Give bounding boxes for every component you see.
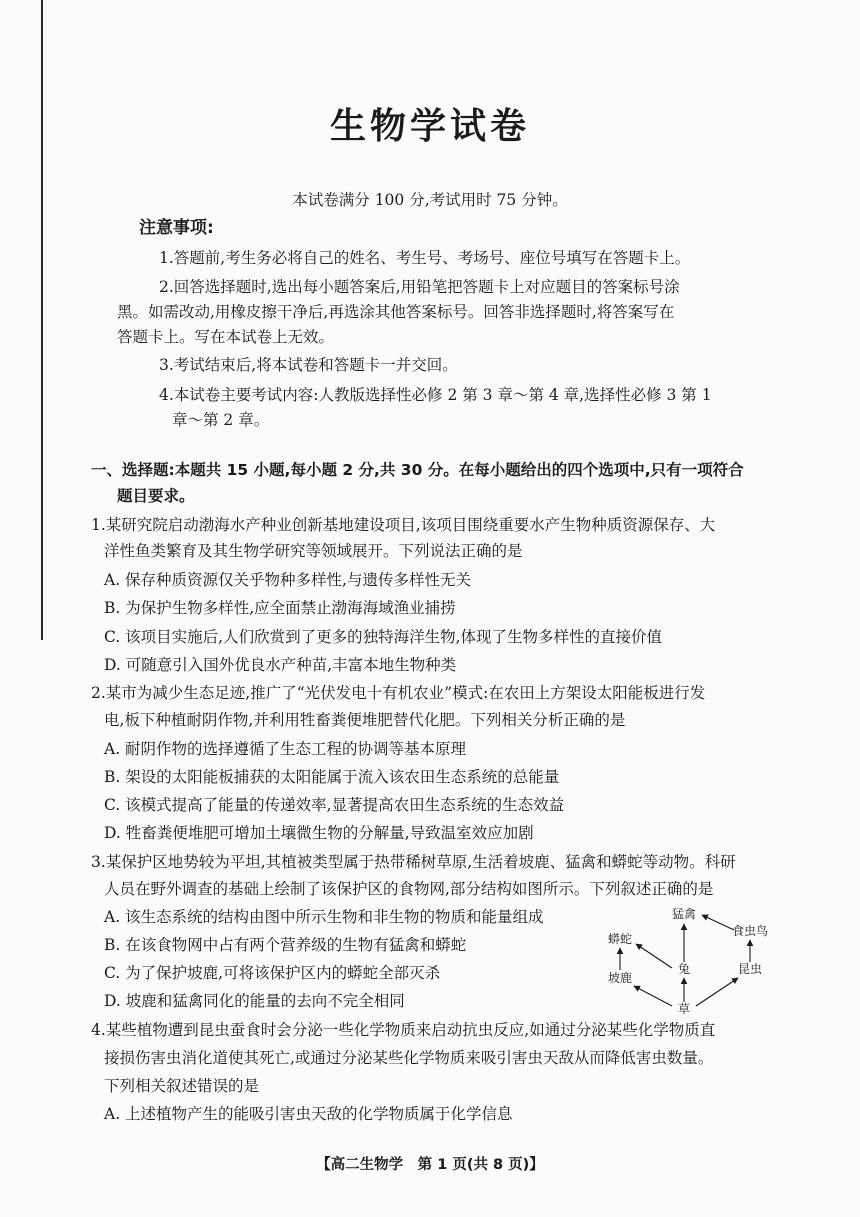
q2-option-b: B. 架设的太阳能板捕获的太阳能属于流入该农田生态系统的总能量 <box>104 768 560 786</box>
note-line: 章～第 2 章。 <box>172 411 270 429</box>
note-line: 答题卡上。写在本试卷上无效。 <box>117 328 335 346</box>
node-insectivorous-bird: 食虫鸟 <box>731 924 769 938</box>
q2-option-a: A. 耐阴作物的选择遵循了生态工程的协调等基本原理 <box>104 740 467 758</box>
notes-heading: 注意事项: <box>139 218 214 238</box>
q2-stem: 2.某市为减少生态足迹,推广了“光伏发电十有机农业”模式:在农田上方架设太阳能板进行发 <box>91 684 706 702</box>
arrow-rabbit-python <box>636 944 672 968</box>
q2-option-c: C. 该模式提高了能量的传递效率,显著提高农田生态系统的生态效益 <box>104 796 565 814</box>
page-title: 生物学试卷 <box>329 106 530 147</box>
node-grass: 草 <box>677 1002 691 1016</box>
q4-stem: 4.某些植物遭到昆虫蚕食时会分泌一些化学物质来启动抗虫反应,如通过分泌某些化学物质直 <box>91 1021 716 1039</box>
q1-option-a: A. 保存种质资源仅关乎物种多样性,与遗传多样性无关 <box>104 571 471 589</box>
q4-stem: 下列相关叙述错误的是 <box>104 1077 260 1095</box>
node-raptor: 猛禽 <box>671 907 697 921</box>
node-python: 蟒蛇 <box>607 932 633 946</box>
q3-stem: 3.某保护区地势较为平坦,其植被类型属于热带稀树草原,生活着坡鹿、猛禽和蟒蛇等动物。科研 <box>91 853 736 871</box>
q1-option-d: D. 可随意引入国外优良水产种苗,丰富本地生物种类 <box>104 656 457 674</box>
note-line: 黑。如需改动,用橡皮擦干净后,再选涂其他答案标号。回答非选择题时,将答案写在 <box>117 303 675 321</box>
note-line: 3.考试结束后,将本试卷和答题卡一并交回。 <box>159 356 458 374</box>
q4-stem: 接损伤害虫消化道使其死亡,或通过分泌某些化学物质来吸引害虫天敌从而降低害虫数量。 <box>104 1049 714 1067</box>
arrow-grass-insect <box>696 978 738 1006</box>
q3-option-b: B. 在该食物网中占有两个营养级的生物有猛禽和蟒蛇 <box>104 936 467 954</box>
binding-line <box>41 0 43 640</box>
q3-option-c: C. 为了保护坡鹿,可将该保护区内的蟒蛇全部灭杀 <box>104 964 441 982</box>
q3-option-a: A. 该生态系统的结构由图中所示生物和非生物的物质和能量组成 <box>104 908 544 926</box>
q1-option-c: C. 该项目实施后,人们欣赏到了更多的独特海洋生物,体现了生物多样性的直接价值 <box>104 628 663 646</box>
food-web-diagram <box>600 898 780 1020</box>
q4-option-a: A. 上述植物产生的能吸引害虫天敌的化学物质属于化学信息 <box>104 1105 513 1123</box>
q2-stem: 电,板下种植耐阴作物,并利用牲畜粪便堆肥替代化肥。下列相关分析正确的是 <box>104 711 626 729</box>
arrow-grass-deer <box>634 986 672 1006</box>
section-heading: 一、选择题:本题共 15 小题,每小题 2 分,共 30 分。在每小题给出的四个选项中,只有一项符合 <box>91 461 744 479</box>
q1-stem: 洋性鱼类繁育及其生物学研究等领域展开。下列说法正确的是 <box>104 542 523 560</box>
note-line: 2.回答选择题时,选出每小题答案后,用铅笔把答题卡上对应题目的答案标号涂 <box>159 278 680 296</box>
q1-stem: 1.某研究院启动渤海水产种业创新基地建设项目,该项目围绕重要水产生物种质资源保存、大 <box>91 516 716 534</box>
q2-option-d: D. 牲畜粪便堆肥可增加土壤微生物的分解量,导致温室效应加剧 <box>104 824 534 842</box>
node-rabbit: 兔 <box>677 962 691 976</box>
node-insect: 昆虫 <box>737 962 763 976</box>
node-deer: 坡鹿 <box>607 971 633 985</box>
note-line: 1.答题前,考生务必将自己的姓名、考生号、考场号、座位号填写在答题卡上。 <box>159 249 691 267</box>
section-heading-cont: 题目要求。 <box>117 487 195 505</box>
exam-info: 本试卷满分 100 分,考试用时 75 分钟。 <box>292 191 568 209</box>
q3-stem: 人员在野外调查的基础上绘制了该保护区的食物网,部分结构如图所示。下列叙述正确的是 <box>104 880 714 898</box>
page-footer: 【高二生物学 第 1 页(共 8 页)】 <box>316 1157 544 1173</box>
note-line: 4.本试卷主要考试内容:人教版选择性必修 2 第 3 章～第 4 章,选择性必修 3 第 1 <box>159 386 712 404</box>
q1-option-b: B. 为保护生物多样性,应全面禁止渤海海域渔业捕捞 <box>104 599 456 617</box>
q3-option-d: D. 坡鹿和猛禽同化的能量的去向不完全相同 <box>104 992 405 1010</box>
arrow-bird-raptor <box>702 915 734 930</box>
